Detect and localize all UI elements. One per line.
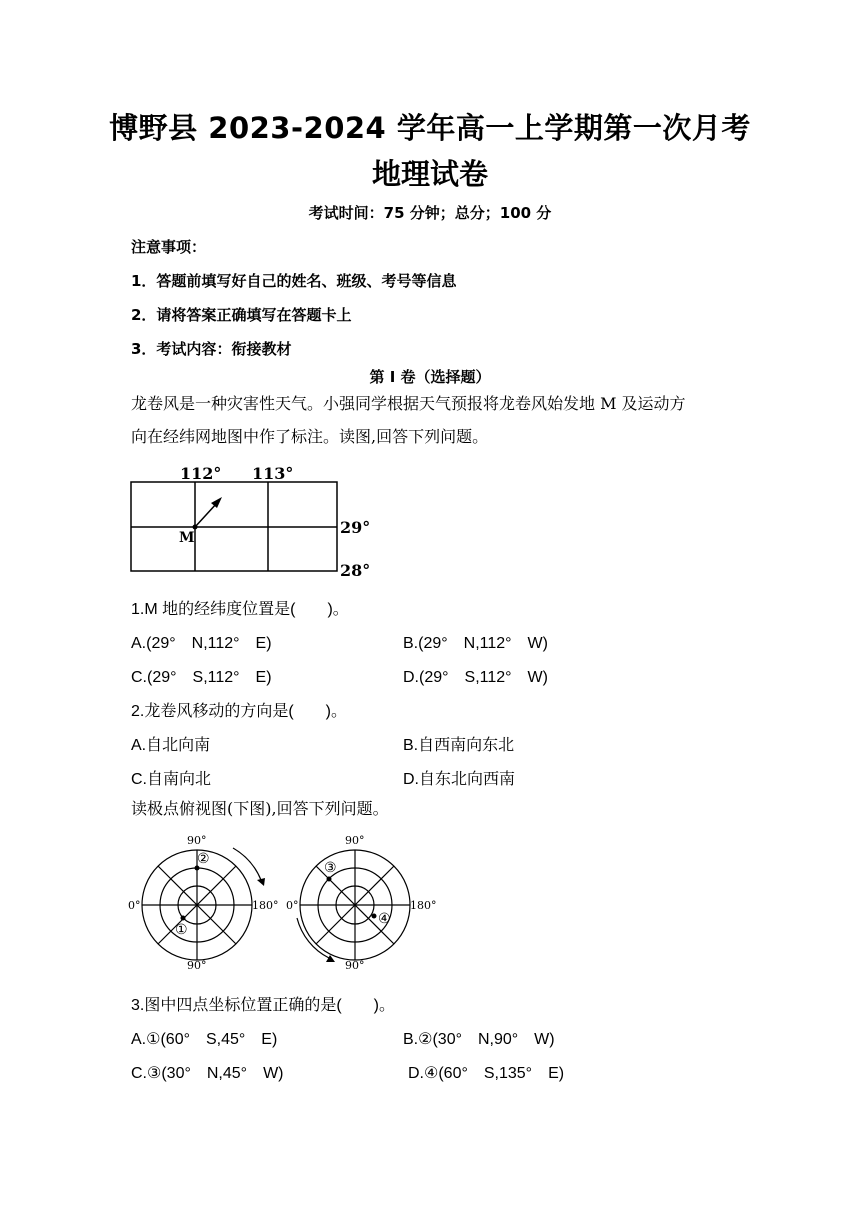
section-title: 第 I 卷（选择题） [369,368,491,386]
q3-option-a: A.①(60° S,45° E) [131,1031,278,1048]
passage1-line2: 向在经纬网地图中作了标注。读图,回答下列问题。 [131,427,489,446]
note-item-2: 2．请将答案正确填写在答题卡上 [131,306,352,324]
left-map-bottom-label: 90° [187,959,207,972]
passage2: 读极点俯视图(下图),回答下列问题。 [131,799,389,818]
exam-subject: 地理试卷 [371,157,488,191]
note-item-3: 3．考试内容：衔接教材 [131,340,292,358]
point-3-label: ③ [324,860,337,876]
exam-title: 博野县 2023-2024 学年高一上学期第一次月考 [109,111,751,145]
point-m-label: M [179,530,195,546]
q2-option-c: C.自南向北 [131,771,212,788]
right-map-top-label: 90° [345,834,365,847]
polar-map-left [128,834,279,972]
passage1-line1: 龙卷风是一种灾害性天气。小强同学根据天气预报将龙卷风始发地 M 及运动方 [131,394,686,413]
q3-option-c: C.③(30° N,45° W) [131,1065,284,1082]
notes-heading: 注意事项： [131,238,207,256]
right-map-bottom-label: 90° [345,959,365,972]
point-2-label: ② [197,851,210,867]
q3-option-b: B.②(30° N,90° W) [403,1031,555,1048]
q1-option-a: A.(29° N,112° E) [131,635,272,652]
graticule-map [125,460,385,580]
point-1-label: ① [175,922,188,938]
q1-option-b: B.(29° N,112° W) [403,635,548,652]
note-item-1: 1．答题前填写好自己的姓名、班级、考号等信息 [131,272,457,290]
point-4-label: ④ [378,911,391,927]
polar-map-right [286,834,437,972]
right-map-left-label: 0° [286,899,299,912]
question-2: 2.龙卷风移动的方向是( )。 [131,703,348,720]
q3-option-d: D.④(60° S,135° E) [408,1065,565,1082]
polar-view-figure [125,830,445,975]
question-3: 3.图中四点坐标位置正确的是( )。 [131,997,396,1014]
q2-option-d: D.自东北向西南 [403,771,516,788]
left-map-right-label: 180° [252,899,279,912]
question-1: 1.M 地的经纬度位置是( )。 [131,601,349,618]
lon-label-113: 113° [252,464,294,483]
exam-meta: 考试时间：75 分钟；总分；100 分 [308,204,552,222]
left-map-left-label: 0° [128,899,141,912]
right-map-right-label: 180° [410,899,437,912]
q1-option-c: C.(29° S,112° E) [131,669,272,686]
lon-label-112: 112° [180,464,222,483]
q2-option-b: B.自西南向东北 [403,737,515,754]
left-map-top-label: 90° [187,834,207,847]
q1-option-d: D.(29° S,112° W) [403,669,548,686]
lat-label-29: 29° [340,518,371,537]
q2-option-a: A.自北向南 [131,737,211,754]
lat-label-28: 28° [340,561,371,580]
